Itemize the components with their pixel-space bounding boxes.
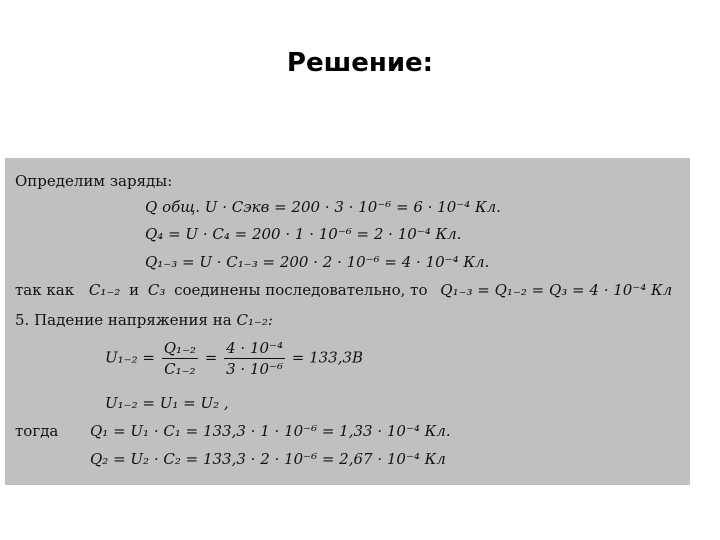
equation-q13: Q₁₋₃ = U · C₁₋₃ = 200 · 2 · 10⁻⁶ = 4 · 10⁻⁴ Кл. (145, 253, 490, 271)
fraction-values (224, 338, 285, 379)
slide-title: Решение: (286, 48, 434, 78)
equation-q-total: Q общ. U · Cэкв = 200 · 3 · 10⁻⁶ = 6 · 10⁻⁴ Кл. (145, 198, 501, 216)
voltage-heading (15, 311, 273, 329)
fraction-capacity-value: 3 · 10⁻⁶ (226, 360, 283, 378)
intro-line: Определим заряды: (15, 172, 173, 190)
series-note-c12: C₁₋₂ (88, 281, 121, 299)
series-note-connection: соединены последовательно, то (174, 281, 428, 299)
fraction-c12: C₁₋₂ (164, 360, 196, 378)
series-note-c3: C₃ (147, 281, 166, 299)
series-note-prefix: так как (15, 281, 75, 299)
equation-q1: Q₁ = U₁ · C₁ = 133,3 · 1 · 10⁻⁶ = 1,33 · 10⁻⁴ Кл. (90, 422, 451, 440)
equation-q2: Q₂ = U₂ · C₂ = 133,3 · 2 · 10⁻⁶ = 2,67 · 10⁻⁴ Кл (90, 450, 446, 468)
equation-u12-result: = 133,3B (291, 348, 364, 367)
equation-q4: Q₄ = U · C₄ = 200 · 1 · 10⁻⁶ = 2 · 10⁻⁴ Кл. (145, 225, 462, 243)
then-label: тогда (15, 422, 59, 440)
equation-u12-lhs: U₁₋₂ = (105, 348, 155, 367)
series-note-and: и (129, 281, 140, 299)
equation-u-equal: U₁₋₂ = U₁ = U₂ , (105, 394, 229, 412)
fraction-q-over-c (162, 338, 198, 379)
fraction-charge-value: 4 · 10⁻⁴ (226, 339, 283, 357)
series-note-line (15, 281, 672, 299)
fraction-q12: Q₁₋₂ (163, 339, 196, 357)
voltage-heading-variable: C₁₋₂: (236, 311, 273, 329)
series-note-equation: Q₁₋₃ = Q₁₋₂ = Q₃ = 4 · 10⁻⁴ Кл (440, 281, 673, 299)
voltage-heading-text: 5. Падение напряжения на (15, 311, 232, 329)
equation-u12: U₁₋₂ = $\frac{\text{Q₁₋₂}}{\text{C₁₋₂}}$ = $\frac{\text{4 · 10⁻⁴}}{\text{3 · 10⁻⁶}}$ = 133,3B (105, 339, 364, 378)
solution-image-panel (5, 158, 690, 485)
